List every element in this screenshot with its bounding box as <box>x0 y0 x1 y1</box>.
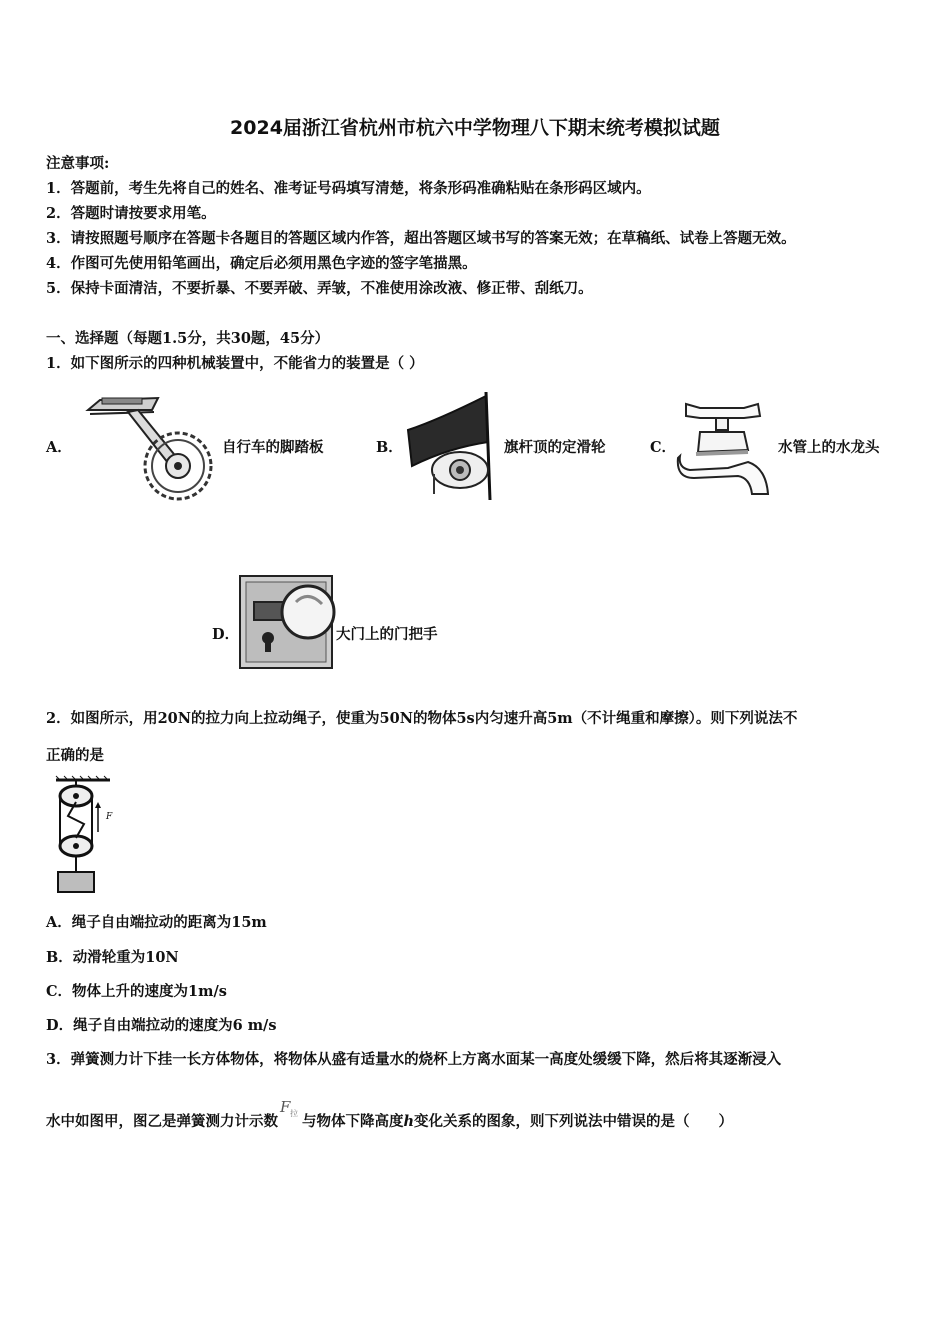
q1-stem: 1．如下图所示的四种机械装置中，不能省力的装置是（ ） <box>46 355 424 372</box>
section-heading: 一、选择题（每题1.5分，共30题，45分） <box>46 330 330 347</box>
pulley-system-figure <box>54 776 114 894</box>
force-label: F <box>106 812 113 822</box>
q2-option-a: A．绳子自由端拉动的距离为15m <box>46 914 267 931</box>
notice-item: 5．保持卡面清洁，不要折暴、不要弄破、弄皱，不准使用涂改液、修正带、刮纸刀。 <box>46 280 593 297</box>
door-knob-figure <box>238 574 334 670</box>
q1-option-a-letter: A． <box>46 439 72 456</box>
page-title: 2024届浙江省杭州市杭六中学物理八下期末统考模拟试题 <box>230 117 720 139</box>
force-subscript: 拉 <box>290 1109 298 1118</box>
q3-stem-line1: 3．弹簧测力计下挂一长方体物体，将物体从盛有适量水的烧杯上方离水面某一高度处缓缓下降，然后将其逐渐浸入 <box>46 1051 782 1068</box>
q3-stem-line2 <box>46 1098 734 1131</box>
q1-option-b-letter: B． <box>376 439 403 456</box>
q3-var-h: h <box>403 1113 415 1130</box>
q3-stem-part-a: 水中如图甲，图乙是弹簧测力计示数 <box>46 1113 278 1130</box>
q1-option-c-letter: C． <box>650 439 677 456</box>
bicycle-pedal-figure <box>82 392 222 500</box>
q1-option-a-caption: 自行车的脚踏板 <box>222 439 324 456</box>
water-faucet-figure <box>674 398 774 496</box>
q2-option-b: B．动滑轮重为10N <box>46 949 179 966</box>
force-symbol: F <box>280 1098 291 1116</box>
q1-option-b-caption: 旗杆顶的定滑轮 <box>504 439 606 456</box>
flagpole-pulley-figure <box>398 390 502 502</box>
notice-item: 3．请按照题号顺序在答题卡各题目的答题区域内作答，超出答题区域书写的答案无效；在草稿纸、试卷上答题无效。 <box>46 230 796 247</box>
q2-stem-line1: 2．如图所示，用20N的拉力向上拉动绳子，使重为50N的物体5s内匀速升高5m（不计绳重和摩擦）。则下列说法不 <box>46 710 798 727</box>
q1-option-d-letter: D． <box>212 626 240 643</box>
q2-option-c: C．物体上升的速度为1m/s <box>46 983 227 1000</box>
q1-option-c-caption: 水管上的水龙头 <box>778 439 880 456</box>
notice-item: 4．作图可先使用铅笔画出，确定后必须用黑色字迹的签字笔描黑。 <box>46 255 477 272</box>
q3-stem-part-c: 变化关系的图象，则下列说法中错误的是（ ） <box>414 1113 734 1130</box>
q3-stem-part-b: 与物体下降高度 <box>302 1113 404 1130</box>
notice-item: 1．答题前，考生先将自己的姓名、准考证号码填写清楚，将条形码准确粘贴在条形码区域内。 <box>46 180 651 197</box>
q1-option-d-caption: 大门上的门把手 <box>336 626 438 643</box>
spring-force-symbol <box>278 1098 302 1126</box>
q2-option-d: D．绳子自由端拉动的速度为6 m/s <box>46 1017 277 1034</box>
notice-heading: 注意事项: <box>46 155 110 172</box>
notice-item: 2．答题时请按要求用笔。 <box>46 205 216 222</box>
q2-stem-line2: 正确的是 <box>46 747 104 764</box>
